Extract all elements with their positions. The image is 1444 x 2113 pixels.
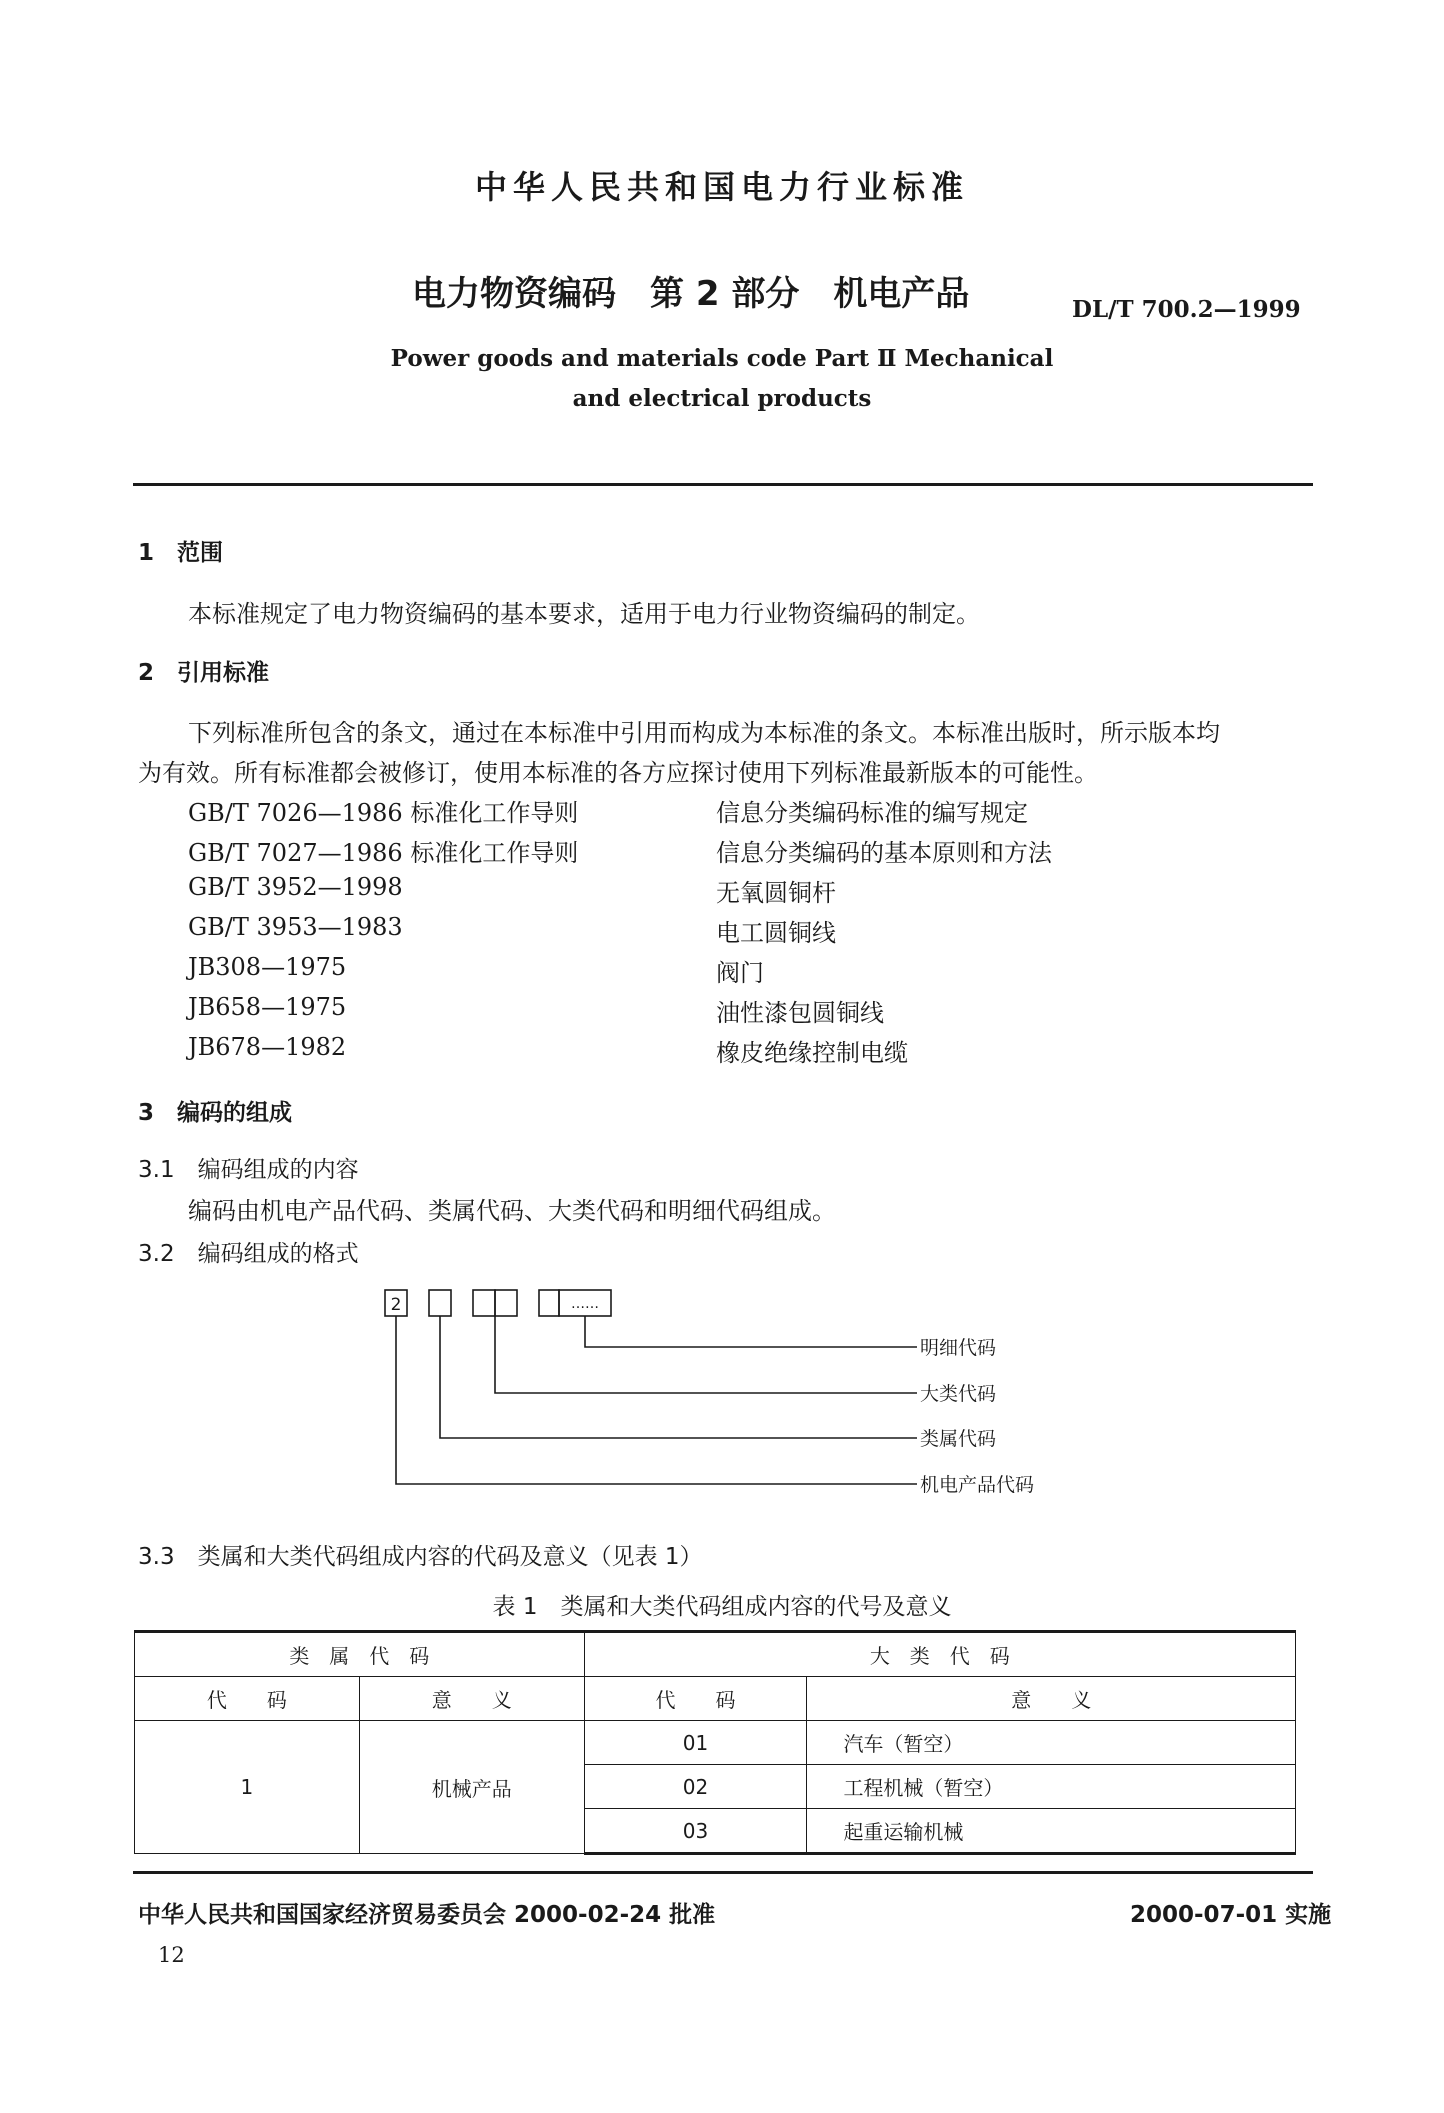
connector-product bbox=[396, 1316, 917, 1484]
table-row bbox=[135, 1721, 1296, 1765]
doc-code: DL/T 700.2—1999 bbox=[1072, 296, 1301, 323]
connector-category bbox=[495, 1316, 917, 1393]
reference-title: 信息分类编码标准的编写规定 bbox=[716, 799, 1028, 827]
category-code-cell: 01 bbox=[584, 1721, 807, 1765]
reference-code: JB678—1982 bbox=[188, 1033, 347, 1061]
table-sub-header: 意 义 bbox=[359, 1677, 584, 1721]
reference-code: GB/T 7026—1986 标准化工作导则 bbox=[188, 799, 579, 827]
section1-heading: 1 范围 bbox=[138, 540, 224, 566]
section2-heading: 2 引用标准 bbox=[138, 660, 270, 686]
effective-date: 2000-07-01 实施 bbox=[1130, 1902, 1332, 1928]
section2-text-line1: 下列标准所包含的条文，通过在本标准中引用而构成为本标准的条文。本标准出版时，所示版本均 bbox=[188, 719, 1220, 747]
table1 bbox=[134, 1630, 1296, 1855]
org-title: 中华人民共和国电力行业标准 bbox=[474, 168, 969, 206]
section2-text-line2: 为有效。所有标准都会被修订，使用本标准的各方应探讨使用下列标准最新版本的可能性。 bbox=[138, 759, 1098, 787]
approval-text: 中华人民共和国国家经济贸易委员会 2000-02-24 批准 bbox=[138, 1902, 716, 1928]
code-box-detail-1 bbox=[539, 1290, 559, 1316]
code-format-diagram bbox=[380, 1280, 1100, 1530]
detail-dots: …… bbox=[571, 1296, 599, 1312]
label-detail-code: 明细代码 bbox=[920, 1337, 997, 1359]
section3-2-heading: 3.2 编码组成的格式 bbox=[138, 1241, 359, 1267]
reference-code: JB308—1975 bbox=[188, 953, 347, 981]
page-number: 12 bbox=[158, 1943, 185, 1967]
category-code-cell: 03 bbox=[584, 1809, 807, 1854]
section3-3-heading: 3.3 类属和大类代码组成内容的代码及意义（见表 1） bbox=[138, 1544, 703, 1570]
reference-title: 电工圆铜线 bbox=[716, 919, 836, 947]
code-box-category-1 bbox=[473, 1290, 495, 1316]
reference-code: GB/T 3953—1983 bbox=[188, 913, 403, 941]
connector-class bbox=[440, 1316, 917, 1438]
english-title-line1: Power goods and materials code Part Ⅱ Mechanical bbox=[390, 345, 1054, 372]
class-code-cell: 1 bbox=[135, 1721, 360, 1854]
section1-text: 本标准规定了电力物资编码的基本要求，适用于电力行业物资编码的制定。 bbox=[188, 600, 980, 628]
header-rule bbox=[133, 483, 1313, 486]
reference-title: 橡皮绝缘控制电缆 bbox=[716, 1039, 908, 1067]
label-category-code: 大类代码 bbox=[920, 1383, 997, 1405]
first-box-digit: 2 bbox=[390, 1295, 402, 1315]
table-sub-header: 代 码 bbox=[135, 1677, 360, 1721]
connector-detail bbox=[585, 1316, 917, 1347]
section3-1-heading: 3.1 编码组成的内容 bbox=[138, 1157, 359, 1183]
table1-caption: 表 1 类属和大类代码组成内容的代号及意义 bbox=[492, 1594, 952, 1620]
english-title-line2: and electrical products bbox=[572, 385, 872, 412]
reference-title: 阀门 bbox=[716, 959, 764, 987]
doc-title: 电力物资编码 第 2 部分 机电产品 bbox=[412, 274, 970, 314]
label-class-code: 类属代码 bbox=[920, 1428, 997, 1450]
category-meaning-cell: 汽车（暂空） bbox=[807, 1721, 1296, 1765]
code-box-category-2 bbox=[495, 1290, 517, 1316]
footer-rule bbox=[133, 1871, 1313, 1874]
class-meaning-cell: 机械产品 bbox=[359, 1721, 584, 1854]
category-meaning-cell: 起重运输机械 bbox=[807, 1809, 1296, 1854]
table-group-header: 大 类 代 码 bbox=[584, 1632, 1295, 1677]
section3-1-text: 编码由机电产品代码、类属代码、大类代码和明细代码组成。 bbox=[188, 1197, 836, 1225]
reference-code: GB/T 3952—1998 bbox=[188, 873, 403, 901]
reference-code: JB658—1975 bbox=[188, 993, 347, 1021]
table-sub-header: 意 义 bbox=[807, 1677, 1296, 1721]
reference-title: 无氧圆铜杆 bbox=[716, 879, 836, 907]
code-box-class bbox=[429, 1290, 451, 1316]
label-product-code: 机电产品代码 bbox=[920, 1474, 1035, 1496]
section3-heading: 3 编码的组成 bbox=[138, 1100, 293, 1126]
table-sub-header: 代 码 bbox=[584, 1677, 807, 1721]
category-meaning-cell: 工程机械（暂空） bbox=[807, 1765, 1296, 1809]
table-group-header: 类 属 代 码 bbox=[135, 1632, 585, 1677]
reference-title: 油性漆包圆铜线 bbox=[716, 999, 884, 1027]
reference-code: GB/T 7027—1986 标准化工作导则 bbox=[188, 839, 579, 867]
reference-title: 信息分类编码的基本原则和方法 bbox=[716, 839, 1052, 867]
category-code-cell: 02 bbox=[584, 1765, 807, 1809]
